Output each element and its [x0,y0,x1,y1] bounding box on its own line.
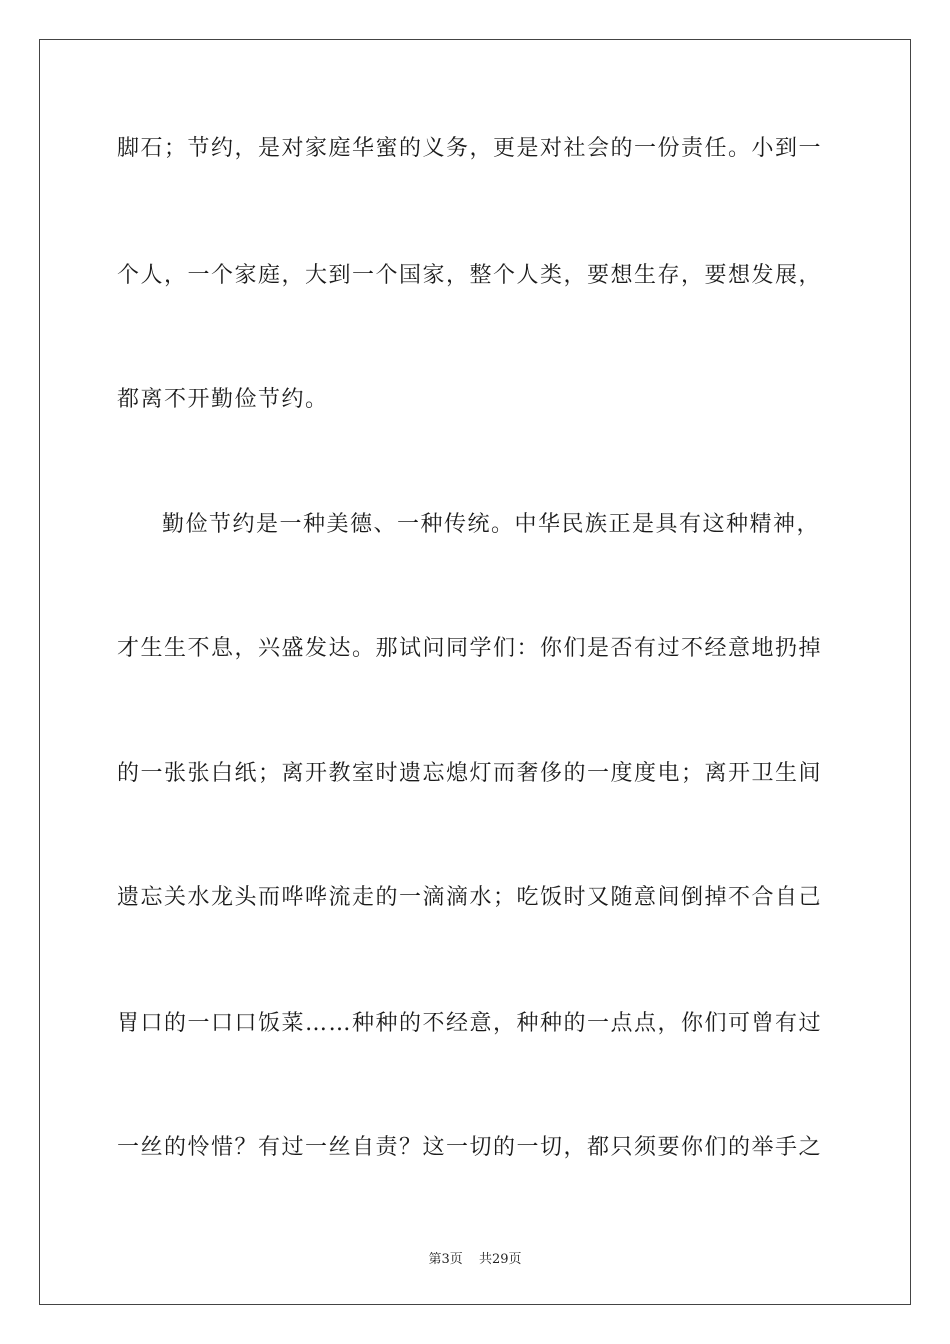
page-number: 第3页 [428,1252,463,1267]
text-line: 遗忘关水龙头而哗哗流走的一滴滴水；吃饭时又随意间倒掉不合自己 [117,885,823,910]
page-border [39,39,911,1305]
text-line: 一丝的怜惜？有过一丝自责？这一切的一切，都只须要你们的举手之 [117,1135,823,1160]
text-line: 个人，一个家庭，大到一个国家，整个人类，要想生存，要想发展， [117,263,823,288]
page-total: 共29页 [478,1252,522,1267]
page-footer [0,1248,950,1267]
text-line: 脚石；节约，是对家庭华蜜的义务，更是对社会的一份责任。小到一 [117,136,823,161]
text-line: 胃口的一口口饭菜……种种的不经意，种种的一点点，你们可曾有过 [117,1011,823,1036]
text-line: 都离不开勤俭节约。 [117,387,329,412]
paragraph-first-line: 勤俭节约是一种美德、一种传统。中华民族正是具有这种精神， [162,512,821,537]
text-line: 的一张张白纸；离开教室时遗忘熄灯而奢侈的一度度电；离开卫生间 [117,761,823,786]
text-line: 才生生不息，兴盛发达。那试问同学们：你们是否有过不经意地扔掉 [117,636,823,661]
